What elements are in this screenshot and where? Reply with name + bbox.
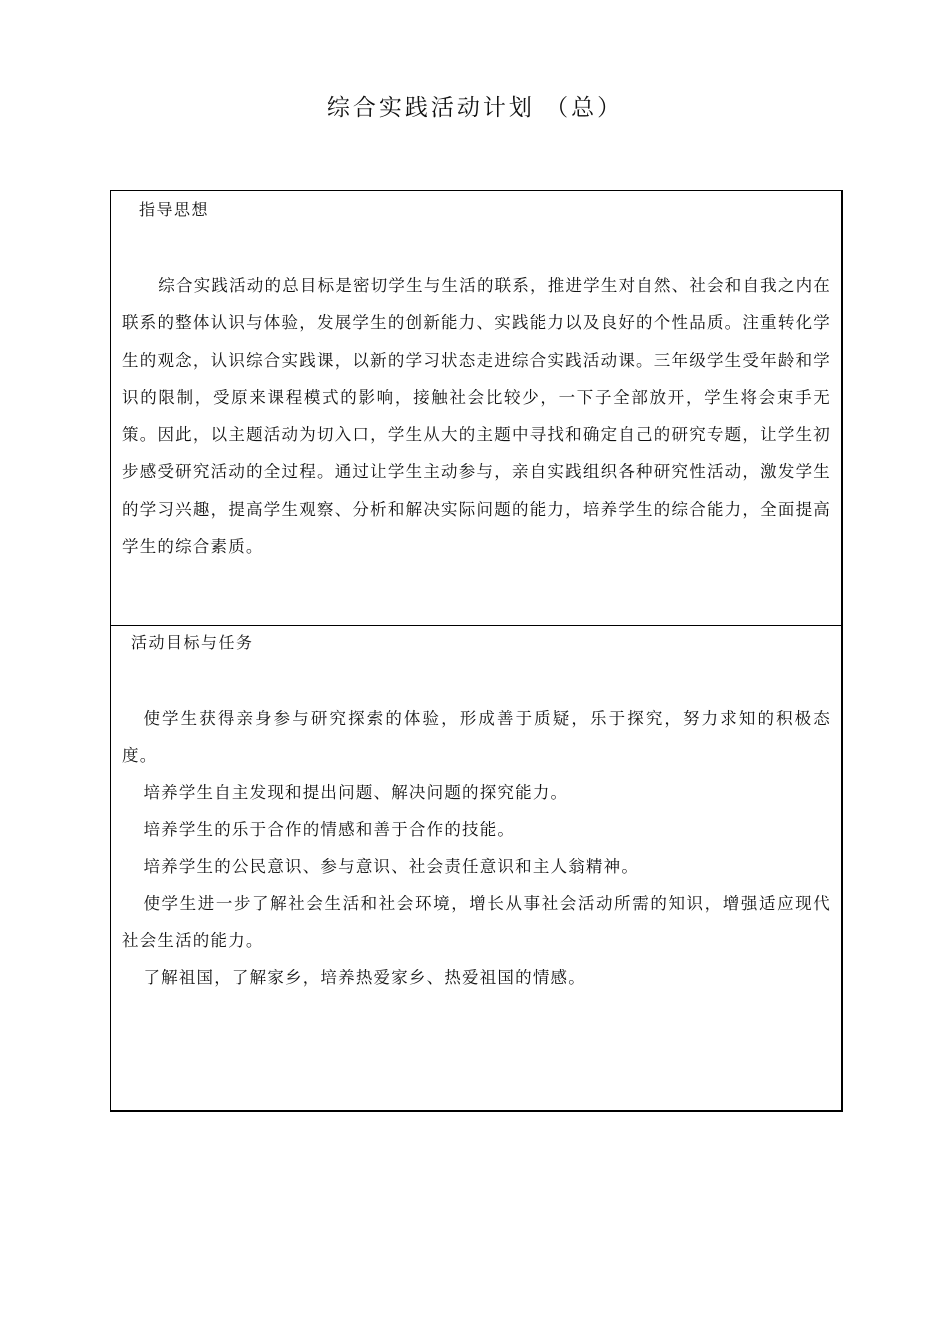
guiding-thought-heading: 指导思想: [139, 200, 210, 219]
goals-tasks-heading: 活动目标与任务: [131, 633, 254, 652]
goal-item: 培养学生的公民意识、参与意识、社会责任意识和主人翁精神。: [143, 857, 640, 876]
goals-tasks-section: [111, 626, 841, 1110]
goal-item: 使学生进一步了解社会生活和社会环境，增长从事社会活动所需的知识，增强适应现代社会生活的能力。: [122, 894, 831, 950]
guiding-thought-section: [111, 191, 841, 626]
guiding-thought-body: 综合实践活动的总目标是密切学生与生活的联系，推进学生对自然、社会和自我之内在联系的整体认识与体验，发展学生的创新能力、实践能力以及良好的个性品质。注重转化学生的观念，认识综合实践课，以新的学习状态走进综合实践活动课。三年级学生受年龄和学识的限制，受原来课程模式的影响，接触社会比较少，一下子全部放开，学生将会束手无策。因此，以主题活动为切入口，学生从大的主题中寻找和确定自己的研究专题，让学生初步感受研究活动的全过程。通过让学生主动参与，亲自实践组织各种研究性活动，激发学生的学习兴趣，提高学生观察、分析和解决实际问题的能力，培养学生的综合能力，全面提高学生的综合素质。: [122, 276, 831, 557]
goal-item: 使学生获得亲身参与研究探索的体验，形成善于质疑，乐于探究，努力求知的积极态度。: [122, 709, 831, 765]
goal-item: 培养学生自主发现和提出问题、解决问题的探究能力。: [143, 783, 569, 802]
goals-list: [122, 700, 831, 996]
document-title: 综合实践活动计划 （总）: [326, 95, 624, 121]
goal-item: 了解祖国，了解家乡，培养热爱家乡、热爱祖国的情感。: [143, 968, 586, 987]
goal-item: 培养学生的乐于合作的情感和善于合作的技能。: [143, 820, 516, 839]
plan-table: [110, 190, 843, 1112]
